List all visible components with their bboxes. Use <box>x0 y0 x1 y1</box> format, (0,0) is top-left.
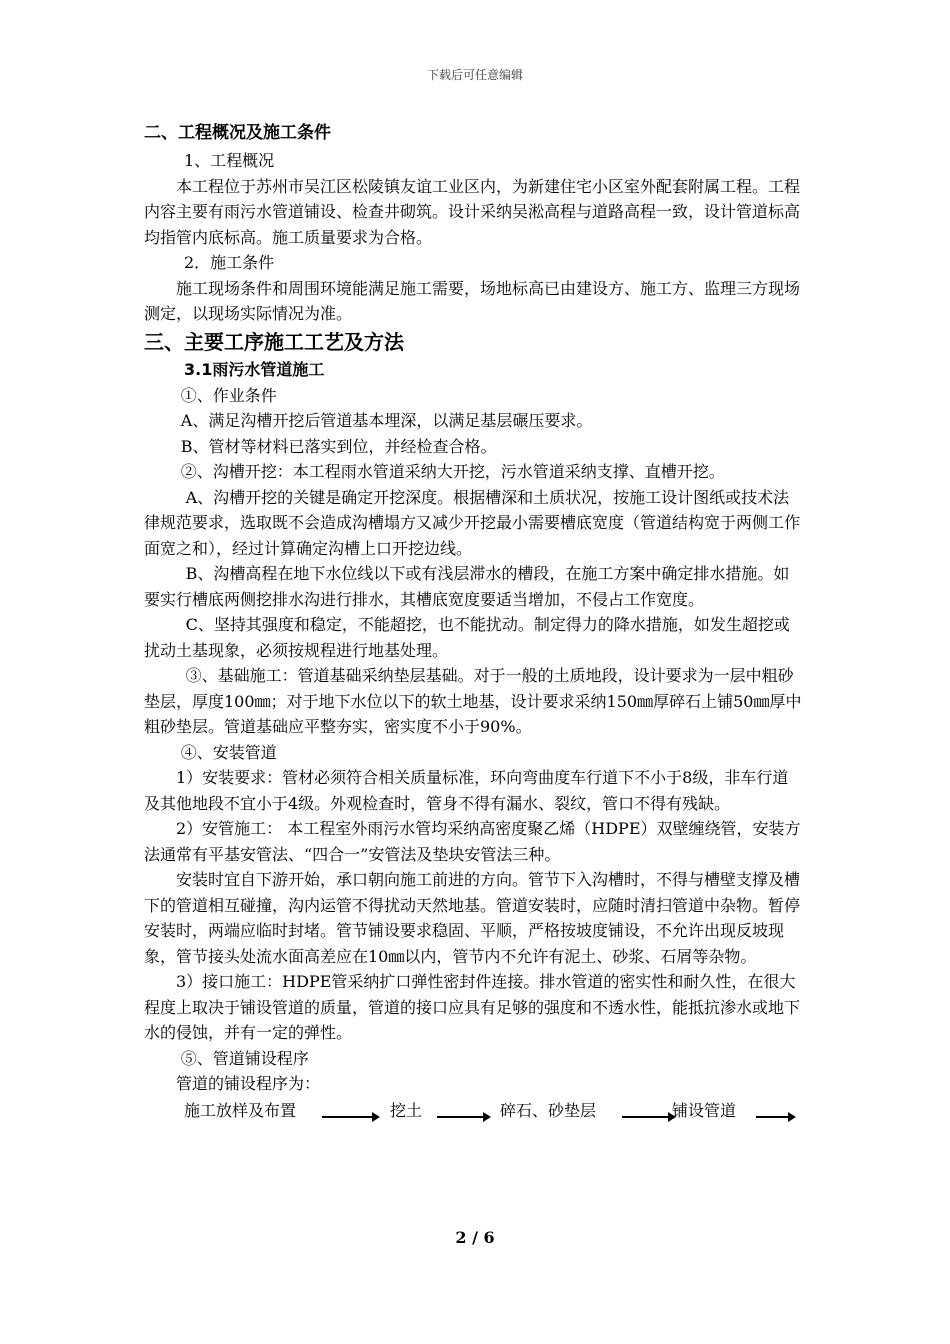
flow-arrow-icon <box>437 1116 489 1118</box>
install-heading: ④、安装管道 <box>180 742 277 762</box>
trench-paragraph: ②、沟槽开挖：本工程雨水管道采纳大开挖，污水管道采纳支撑、直槽开挖。 <box>180 462 725 481</box>
work-conditions-heading: ①、作业条件 <box>180 385 277 405</box>
install-procedure: 安装时宜自下游开始，承口朝向施工前进的方向。管节下入沟槽时，不得与槽壁支撑及槽下的管道相互碰撞，沟内运管不得扰动天然地基。管道安装时，应随时清扫管道中杂物。暂停安装时，两端应临时封堵。管节铺设要求稳固、平顺，严格按坡度铺设，不允许出现反坡现象，管节接头处流水面高差应在10㎜以内，管节内不允许有泥土、砂浆、石屑等杂物。 <box>144 870 801 966</box>
flow-arrow-icon <box>622 1116 674 1118</box>
flow-step-1: 施工放样及布置 <box>184 1100 297 1120</box>
foundation-paragraph: ③、基础施工：管道基础采纳垫层基础。对于一般的土质地段，设计要求为一层中粗砂垫层，厚度100㎜；对于地下水位以下的软土地基，设计要求采纳150㎜厚碎石上铺50㎜厚中粗砂垫层。管道基础应平整夯实，密实度不小于90%。 <box>144 666 802 736</box>
flow-arrow-icon <box>322 1116 378 1118</box>
trench-paragraph-c: C、坚持其强度和稳定，不能超挖，也不能扰动。制定得力的降水措施，如发生超挖或扰动土基现象，必须按规程进行地基处理。 <box>144 615 790 660</box>
trench-paragraph-a: A、沟槽开挖的关键是确定开挖深度。根据槽深和土质状况，按施工设计图纸或技术法律规范要求，选取既不会造成沟槽塌方又减少开挖最小需要槽底宽度（管道结构宽于两侧工作面宽之和），经过计算确定沟槽上口开挖边线。 <box>144 487 801 558</box>
install-requirements: 1）安装要求：管材必须符合相关质量标准，环向弯曲度车行道下不小于8级，非车行道及其他地段不宜小于4级。外观检查时，管身不得有漏水、裂纹，管口不得有残缺。 <box>144 768 789 813</box>
laying-sequence-heading: ⑤、管道铺设程序 <box>180 1048 309 1068</box>
flow-step-3: 碎石、砂垫层 <box>500 1100 597 1120</box>
section-title-3: 三、主要工序施工工艺及方法 <box>144 329 404 354</box>
joint-construction: 3）接口施工：HDPE管采纳扩口弹性密封件连接。排水管道的密实性和耐久性，在很大程度上取决于铺设管道的质量，管道的接口应具有足够的强度和不透水性，能抵抗渗水或地下水的侵蚀，并有一定的弹性。 <box>144 972 801 1042</box>
subsection-title-3-1: 3.1雨污水管道施工 <box>184 359 325 379</box>
flow-arrow-icon <box>756 1116 794 1118</box>
laying-flow <box>144 1097 804 1129</box>
flow-step-2: 挖土 <box>390 1100 423 1120</box>
conditions-paragraph: 施工现场条件和周围环境能满足施工需要，场地标高已由建设方、施工方、监理三方现场测定，以现场实际情况为准。 <box>144 278 801 323</box>
work-conditions-b: B、管材等材料已落实到位，并经检查合格。 <box>180 436 497 456</box>
work-conditions-a: A、满足沟槽开挖后管道基本埋深，以满足基层碾压要求。 <box>180 411 593 430</box>
trench-paragraph-b: B、沟槽高程在地下水位线以下或有浅层滞水的槽段，在施工方案中确定排水措施。如要实行槽底两侧挖排水沟进行排水，其槽底宽度要适当增加，不侵占工作宽度。 <box>144 564 790 609</box>
section-title-2: 二、工程概况及施工条件 <box>144 123 331 143</box>
subsection-title-overview: 1、工程概况 <box>184 151 275 170</box>
subsection-title-conditions: 2．施工条件 <box>184 253 275 272</box>
laying-sequence-intro: 管道的铺设程序为： <box>176 1074 321 1093</box>
document-body <box>144 118 804 1129</box>
flow-step-4: 铺设管道 <box>672 1100 737 1120</box>
page-header: 下载后可任意编辑 <box>426 68 523 82</box>
overview-paragraph: 本工程位于苏州市吴江区松陵镇友谊工业区内，为新建住宅小区室外配套附属工程。工程内容主要有雨污水管道铺设、检查井砌筑。设计采纳吴淞高程与道路高程一致，设计管道标高均指管内底标高。施工质量要求为合格。 <box>144 176 801 247</box>
install-construction: 2）安管施工： 本工程室外雨污水管均采纳高密度聚乙烯（HDPE）双壁缠绕管，安装方法通常有平基安管法、“四合一”安管法及垫块安管法三种。 <box>144 819 801 864</box>
page-number: 2 / 6 <box>455 1228 495 1247</box>
